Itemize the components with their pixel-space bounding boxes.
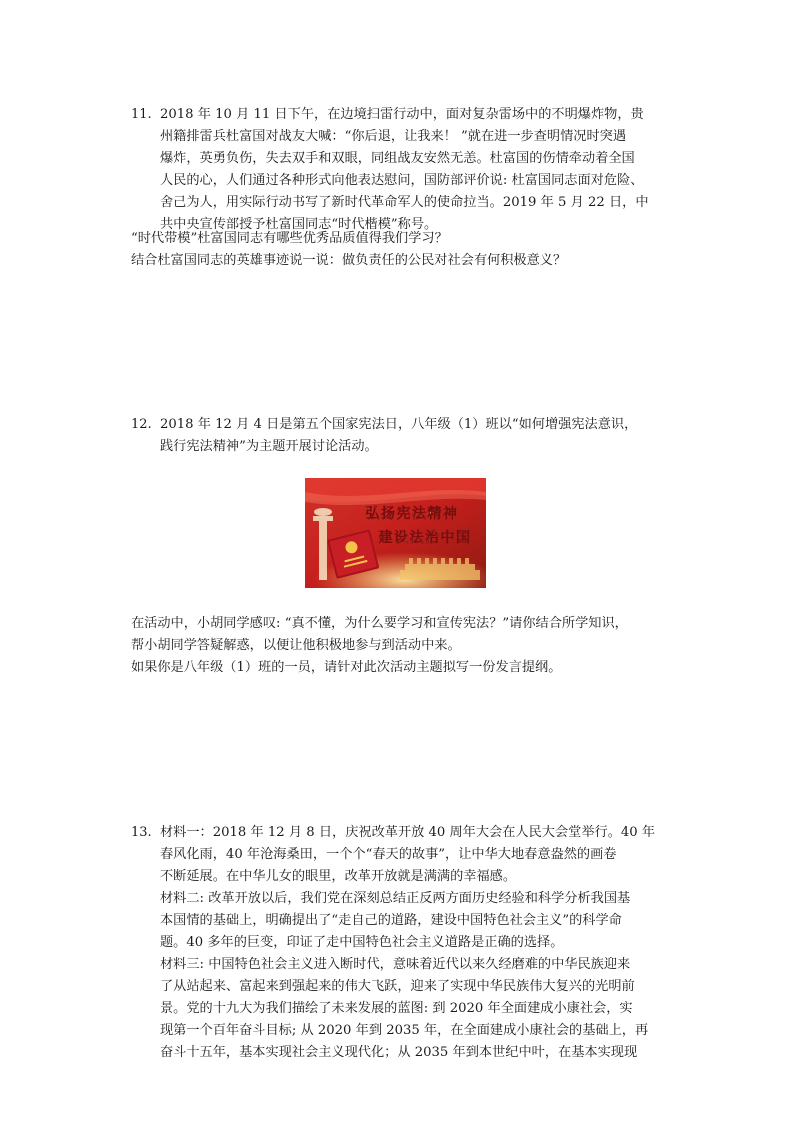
- question-13-line: 题。40 多年的巨变，印证了走中国特色社会主义道路是正确的选择。: [160, 935, 564, 950]
- question-13-line: 春风化雨，40 年沧海桑田，一个个“春天的故事”，让中华大地春意盎然的画卷: [160, 847, 617, 862]
- question-12-number: 12.: [131, 417, 152, 432]
- poster-title-line-1: 弘扬宪法精神: [365, 506, 459, 522]
- question-13-line: 本国情的基础上，明确提出了“走自己的道路，建设中国特色社会主义”的科学命: [160, 913, 622, 928]
- question-11-number: 11.: [131, 107, 152, 122]
- question-11: [131, 104, 671, 236]
- poster-title-line-2: 建设法治中国: [378, 530, 472, 546]
- question-12-prompts: [131, 613, 671, 679]
- question-13-number: 13.: [131, 825, 152, 840]
- question-13-line: 材料一：2018 年 12 月 8 日，庆祝改革开放 40 周年大会在人民大会堂举行。40 年: [160, 825, 656, 840]
- question-11-prompt: “时代带模”杜富国同志有哪些优秀品质值得我们学习？: [131, 231, 448, 246]
- question-12-prompt: 帮小胡同学答疑解惑，以便让他积极地参与到活动中来。: [131, 638, 461, 653]
- question-13-line: 材料三: 中国特色社会主义进入断时代，意味着近代以来久经磨难的中华民族迎来: [160, 957, 631, 972]
- question-12-line: 践行宪法精神”为主题开展讨论活动。: [160, 439, 378, 454]
- question-11-line: 共中央宣传部授予杜富国同志“时代楷模”称号。: [160, 217, 438, 232]
- question-11-line: 州籍排雷兵杜富国对战友大喊：“你后退，让我来！ ”就在进一步查明情况时突遇: [160, 129, 627, 144]
- question-13-line: 景。党的十九大为我们描绘了未来发展的蓝图: 到 2020 年全面建成小康社会，实: [160, 1001, 633, 1016]
- question-11-line: 人民的心，人们通过各种形式向他表达慰问，国防部评价说: 杜富国同志面对危险、: [160, 173, 644, 188]
- question-13-line: 奋斗十五年，基本实现社会主义现代化；从 2035 年到本世纪中叶，在基本实现现: [160, 1045, 638, 1060]
- question-11-line: 2018 年 10 月 11 日下午，在边境扫雷行动中，面对复杂雷场中的不明爆炸物，贵: [160, 107, 644, 122]
- question-12-prompt: 如果你是八年级（1）班的一员，请针对此次活动主题拟写一份发言提纲。: [131, 660, 562, 675]
- question-12: [131, 414, 671, 458]
- question-13-line: 现第一个百年奋斗目标; 从 2020 年到 2035 年，在全面建成小康社会的基础上，再: [160, 1023, 649, 1038]
- question-11-prompts: [131, 228, 671, 272]
- question-13: [131, 822, 671, 1064]
- question-11-prompt: 结合杜富国同志的英雄事迹说一说：做负责任的公民对社会有何积极意义？: [131, 253, 567, 268]
- question-12-prompt: 在活动中，小胡同学感叹: “真不懂，为什么要学习和宣传宪法？”请你结合所学知识，: [131, 616, 628, 631]
- question-13-line: 不断延展。在中华儿女的眼里，改革开放就是满满的幸福感。: [160, 869, 517, 884]
- question-13-line: 材料二: 改革开放以后，我们党在深刻总结正反两方面历史经验和科学分析我国基: [160, 891, 631, 906]
- constitution-poster-image: [305, 478, 486, 588]
- question-12-line: 2018 年 12 月 4 日是第五个国家宪法日，八年级（1）班以“如何增强宪法意识，: [160, 417, 638, 432]
- question-13-line: 了从站起来、富起来到强起来的伟大飞跃，迎来了实现中华民族伟大复兴的光明前: [160, 979, 635, 994]
- question-11-line: 爆炸，英勇负伤，失去双手和双眼，同组战友安然无恙。杜富国的伤情牵动着全国: [160, 151, 635, 166]
- question-11-line: 舍己为人，用实际行动书写了新时代革命军人的使命拉当。2019 年 5 月 22 日，中: [160, 195, 649, 210]
